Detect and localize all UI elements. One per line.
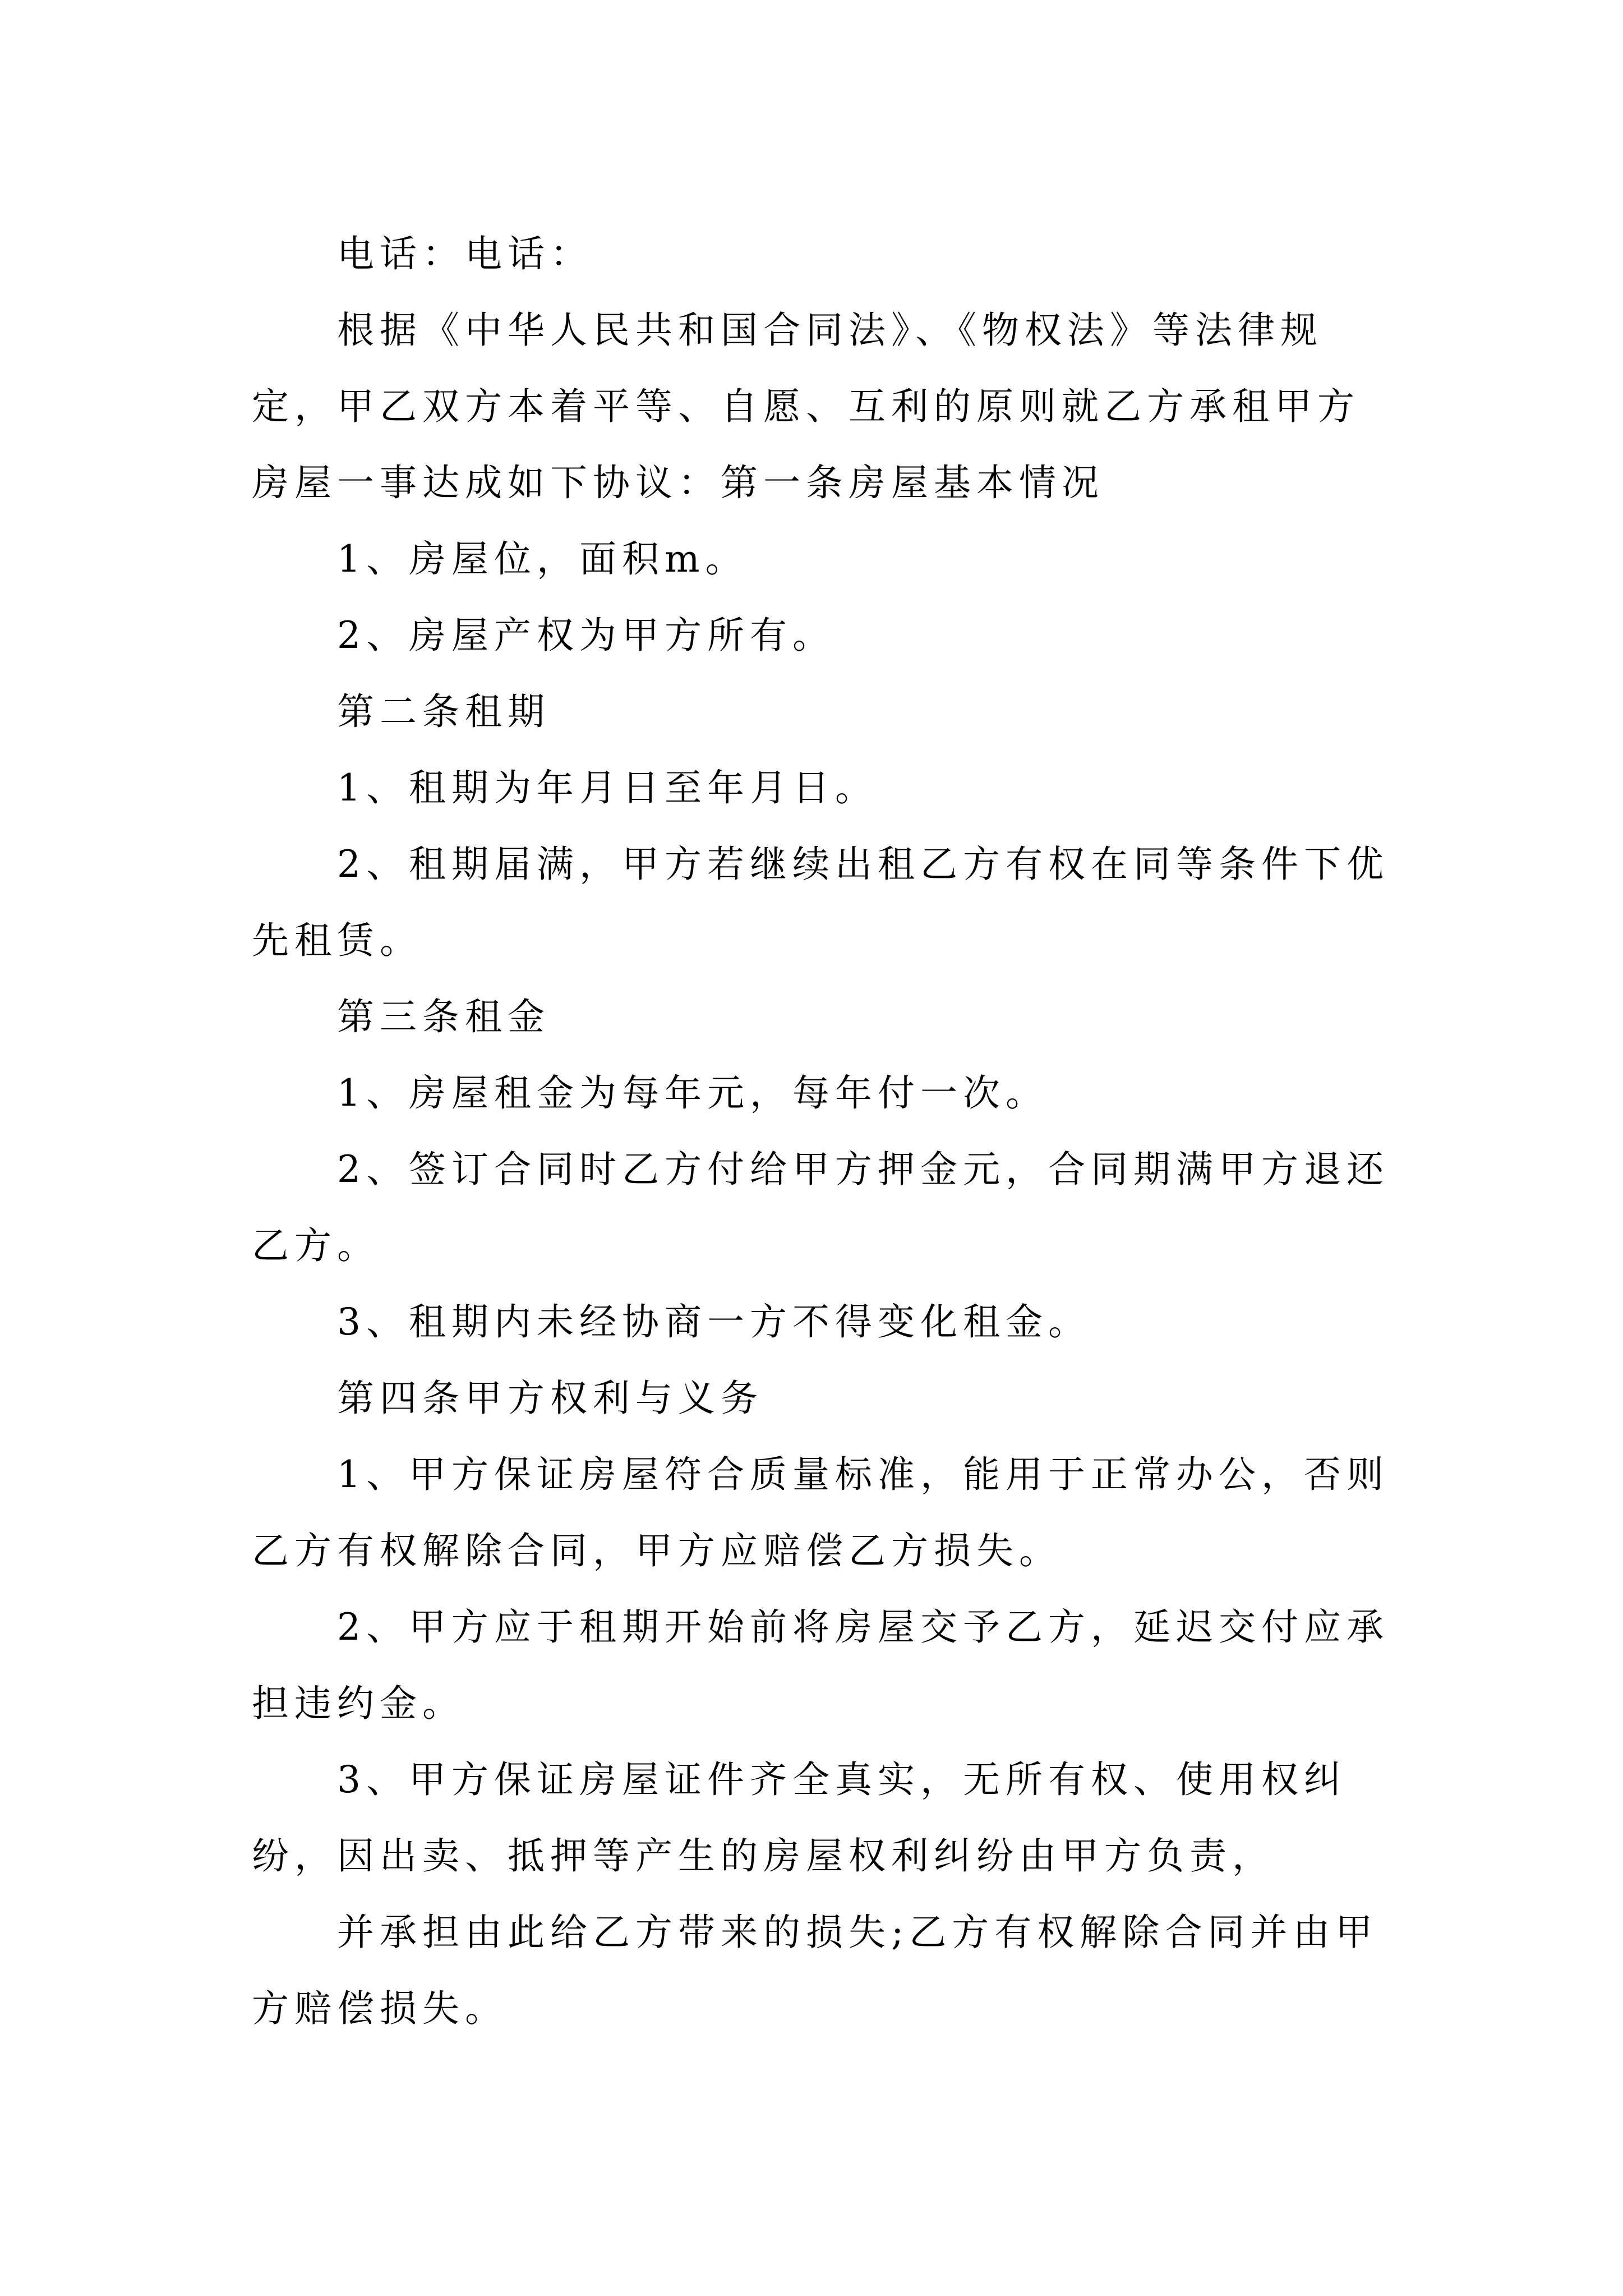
document-body — [252, 216, 1390, 2047]
paragraph-preamble: 根据《中华人民共和国合同法》、《物权法》等法律规定，甲乙双方本着平等、自愿、互利的原则就乙方承租甲方房屋一事达成如下协议：第一条房屋基本情况 — [252, 309, 1360, 504]
heading-article-3: 第三条租金 — [337, 995, 550, 1038]
paragraph-clause-1-1: 1、房屋位，面积m。 — [337, 537, 748, 581]
paragraph-clause-4-3: 3、甲方保证房屋证件齐全真实，无所有权、使用权纠纷，因出卖、抵押等产生的房屋权利纠纷由甲方负责， — [252, 1758, 1347, 1878]
paragraph-clause-1-2: 2、房屋产权为甲方所有。 — [337, 614, 835, 657]
heading-article-2: 第二条租期 — [337, 690, 550, 733]
paragraph-clause-4-3-continued: 并承担由此给乙方带来的损失;乙方有权解除合同并由甲方赔偿损失。 — [252, 1911, 1378, 2030]
heading-article-4: 第四条甲方权利与义务 — [337, 1377, 763, 1420]
paragraph-phone: 电话：电话： — [337, 232, 593, 275]
paragraph-clause-4-1: 1、甲方保证房屋符合质量标准，能用于正常办公，否则乙方有权解除合同，甲方应赔偿乙方损失。 — [252, 1453, 1389, 1572]
paragraph-clause-4-2: 2、甲方应于租期开始前将房屋交予乙方，延迟交付应承担违约金。 — [252, 1605, 1389, 1725]
paragraph-clause-2-1: 1、租期为年月日至年月日。 — [337, 766, 878, 809]
paragraph-clause-3-3: 3、租期内未经协商一方不得变化租金。 — [337, 1300, 1091, 1343]
paragraph-clause-3-1: 1、房屋租金为每年元，每年付一次。 — [337, 1071, 1048, 1115]
paragraph-clause-3-2: 2、签订合同时乙方付给甲方押金元，合同期满甲方退还乙方。 — [252, 1148, 1389, 1267]
paragraph-clause-2-2: 2、租期届满，甲方若继续出租乙方有权在同等条件下优先租赁。 — [252, 843, 1389, 962]
